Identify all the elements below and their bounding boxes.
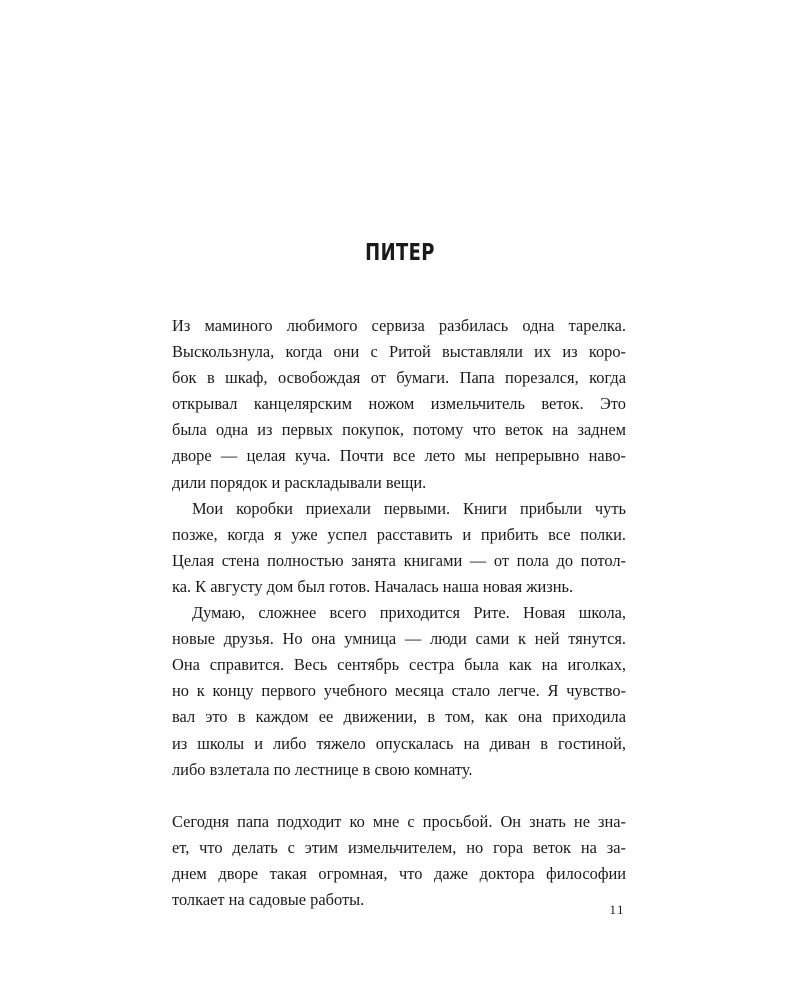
text-line: Выскользнула, когда они с Ритой выставляли их из коро- — [172, 342, 626, 362]
text-line: но к концу первого учебного месяца стало легче. Я чувство- — [172, 681, 626, 701]
paragraph — [172, 600, 626, 783]
text-line: вал это в каждом ее движении, в том, как она приходила — [172, 707, 626, 727]
text-line: бок в шкаф, освобождая от бумаги. Папа порезался, когда — [172, 368, 626, 388]
page-number: 11 — [609, 902, 625, 917]
text-line: Целая стена полностью занята книгами — от пола до потол- — [172, 550, 626, 570]
paragraph — [172, 496, 626, 600]
text-line: открывал канцелярским ножом измельчитель веток. Это — [172, 394, 626, 414]
chapter-title: ПИТЕР — [365, 240, 435, 266]
text-line: ка. К августу дом был готов. Началась наша новая жизнь. — [172, 576, 574, 596]
text-line: была одна из первых покупок, потому что веток на заднем — [172, 420, 626, 440]
text-line: Думаю, сложнее всего приходится Рите. Новая школа, — [192, 603, 626, 623]
text-line: толкает на садовые работы. — [172, 890, 365, 910]
text-line: дворе — целая куча. Почти все лето мы непрерывно наво- — [172, 446, 626, 466]
text-line: дили порядок и раскладывали вещи. — [172, 472, 427, 492]
text-line: днем дворе такая огромная, что даже доктора философии — [172, 863, 626, 883]
text-line: ет, что делать с этим измельчителем, но гора веток на за- — [172, 837, 626, 857]
text-line: Мои коробки приехали первыми. Книги прибыли чуть — [192, 498, 626, 518]
text-line: либо взлетала по лестнице в свою комнату. — [172, 759, 473, 779]
body-text — [172, 313, 626, 913]
section-break — [172, 783, 626, 809]
text-line: Она справится. Весь сентябрь сестра была как на иголках, — [172, 655, 626, 675]
text-line: из школы и либо тяжело опускалась на диван в гостиной, — [172, 733, 626, 753]
text-line: Сегодня папа подходит ко мне с просьбой. Он знать не зна- — [172, 811, 626, 831]
text-line: новые друзья. Но она умница — люди сами к ней тянутся. — [172, 629, 626, 649]
text-line: позже, когда я уже успел расставить и прибить все полки. — [172, 524, 626, 544]
paragraph — [172, 809, 626, 913]
paragraph — [172, 313, 626, 496]
text-line: Из маминого любимого сервиза разбилась одна тарелка. — [172, 316, 626, 335]
